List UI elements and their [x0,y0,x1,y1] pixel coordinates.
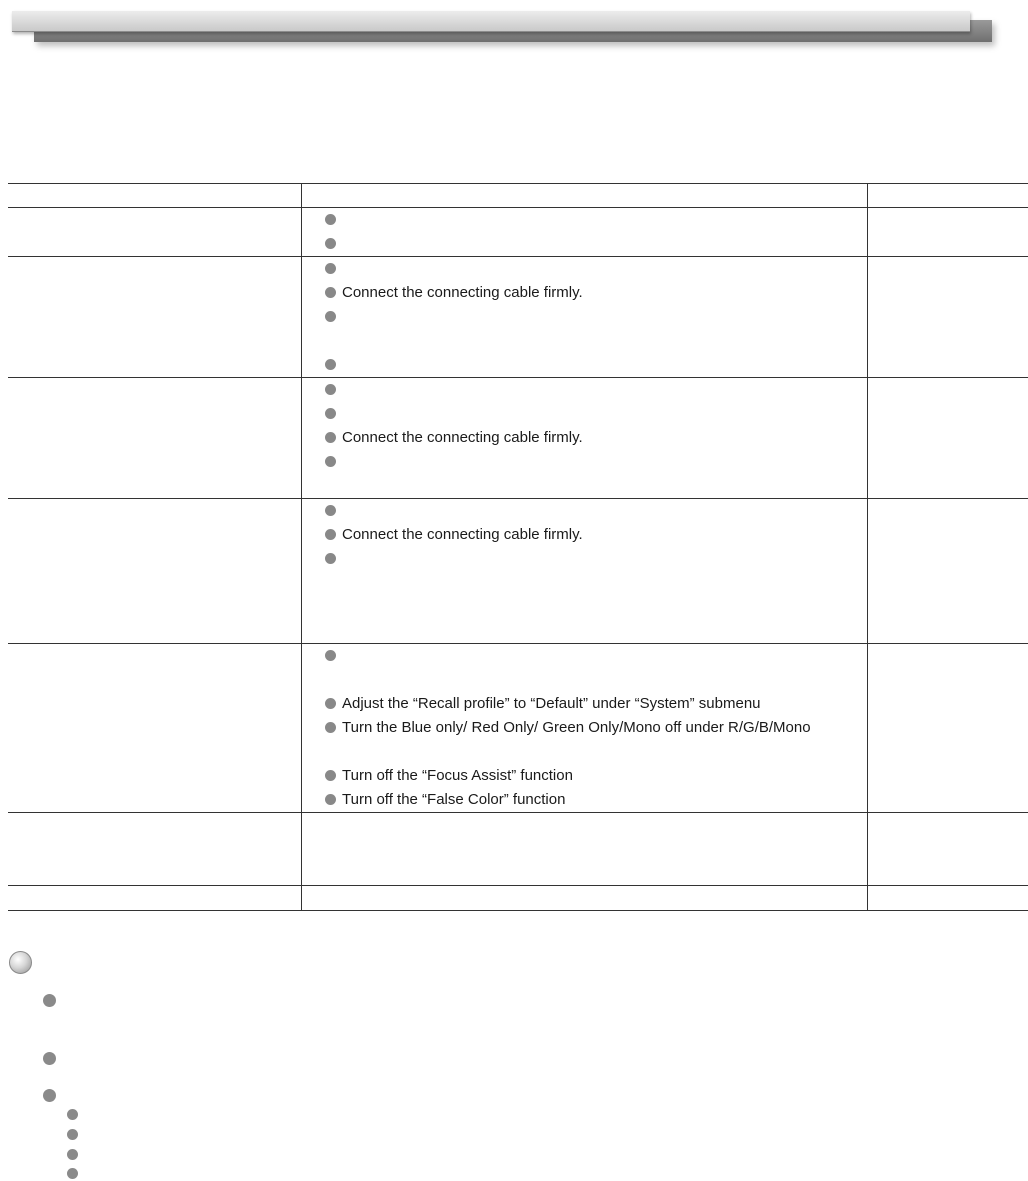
bullet-icon [325,698,336,709]
remedy-cell [302,257,868,378]
sub-bullet-icon [67,1168,78,1179]
remedy-line [302,353,867,377]
remedy-line [302,474,867,498]
remedy-line [302,257,867,281]
table-row [8,886,1028,911]
remedy-text: Connect the connecting cable firmly. [342,284,583,301]
remedy-text: Turn off the “False Color” function [342,791,566,808]
remedy-line [302,861,867,885]
table-header-row [8,184,1028,208]
remedy-line [302,837,867,861]
remedy-text: Connect the connecting cable firmly. [342,429,583,446]
remedy-text: Turn the Blue only/ Red Only/ Green Only/Mono off under R/G/B/Mono [342,719,811,736]
note-bullet-icon [43,1052,56,1065]
bullet-icon [325,384,336,395]
header-cell-remedy [302,184,868,208]
bullet-icon [325,408,336,419]
remedy-line [302,208,867,232]
bullet-icon [325,238,336,249]
remedy-line [302,523,867,547]
table-row [8,644,1028,813]
remedy-line [302,788,867,812]
bullet-icon [325,456,336,467]
bullet-icon [325,529,336,540]
remedy-text: Turn off the “Focus Assist” function [342,767,573,784]
table-row [8,378,1028,499]
remedy-line [302,692,867,716]
remedy-line [302,740,867,764]
bullet-icon [325,432,336,443]
remedy-line [302,232,867,256]
remedy-line [302,329,867,353]
remedy-line [302,668,867,692]
remedy-line [302,619,867,643]
remedy-line [302,450,867,474]
remedy-cell [302,208,868,257]
remedy-cell [302,378,868,499]
sub-bullet-icon [67,1109,78,1120]
bullet-icon [325,770,336,781]
remedy-line [302,281,867,305]
bullet-icon [325,650,336,661]
remedy-line [302,571,867,595]
header-banner [12,11,970,32]
table-row [8,813,1028,886]
remedy-line [302,402,867,426]
sub-bullet-icon [67,1129,78,1140]
remedy-line [302,716,867,740]
remedy-cell [302,813,868,886]
remedy-line [302,305,867,329]
remedy-cell [302,644,868,813]
bullet-icon [325,359,336,370]
remedy-text: Connect the connecting cable firmly. [342,526,583,543]
header-cell-reference [868,184,1028,208]
table-row [8,257,1028,378]
remedy-line [302,499,867,523]
note-bullet-icon [43,994,56,1007]
sub-bullet-icon [67,1149,78,1160]
bullet-icon [325,505,336,516]
troubleshooting-table [8,183,1028,911]
bullet-icon [325,794,336,805]
remedy-line [302,426,867,450]
table-row [8,208,1028,257]
remedy-line [302,595,867,619]
remedy-line [302,764,867,788]
note-bullet-icon [43,1089,56,1102]
remedy-cell [302,499,868,644]
bullet-icon [325,722,336,733]
remedy-line [302,813,867,837]
header-cell-symptom [8,184,302,208]
bullet-icon [325,553,336,564]
remedy-line [302,547,867,571]
bullet-icon [325,287,336,298]
table-row [8,499,1028,644]
remedy-line [302,644,867,668]
bullet-icon [325,214,336,225]
bullet-icon [325,263,336,274]
remedy-line [302,378,867,402]
note-heading-icon [9,951,32,974]
remedy-text: Adjust the “Recall profile” to “Default” under “System” submenu [342,695,761,712]
bullet-icon [325,311,336,322]
remedy-cell [302,886,868,911]
